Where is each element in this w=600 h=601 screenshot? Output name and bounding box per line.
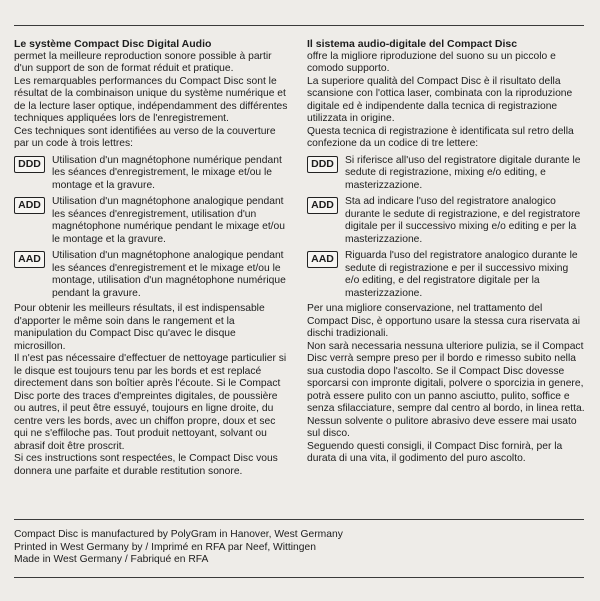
footer-printed-line: Printed in West Germany by / Imprimé en RFA par Neef, Wittingen xyxy=(14,541,316,553)
italian-code-aad xyxy=(307,250,585,300)
footer-divider xyxy=(14,519,584,520)
code-badge: ADD xyxy=(14,197,45,214)
footer-made-line: Made in West Germany / Fabriqué en RFA xyxy=(14,554,209,565)
code-description: Utilisation d'un magnétophone analogique pendant les séances d'enregistrement et le mixage et/ou le montage, utilisation d'un magnétophone numérique pendant la gravure. xyxy=(52,250,286,299)
french-paragraph-2: Les remarquables performances du Compact Disc sont le résultat de la combinaison unique du système numérique et de la lecture laser optique, indépendamment des différentes techniques appliquées lors de l'enregistrement. xyxy=(14,75,288,124)
code-badge: DDD xyxy=(14,156,45,173)
code-description: Sta ad indicare l'uso del registratore analogico durante le sedute di registrazione, e del registratore digitale per il successivo mixing e/o editing e per la masterizzazione. xyxy=(345,196,581,245)
italian-code-add xyxy=(307,196,585,246)
french-code-aad xyxy=(14,250,290,300)
french-paragraph-6: Si ces instructions sont respectées, le Compact Disc vous donnera une parfaite et durable restitution sonore. xyxy=(14,453,278,477)
french-paragraph-5: Il n'est pas nécessaire d'effectuer de nettoyage particulier si le disque est toujours tenu par les bords et est replacé directement dans son boîtier après l'écoute. Si le Compact Disc porte des traces d'empreintes digitales, de poussière ou autres, il peut être essuyé, toujours en ligne droite, du centre vers les bords, avec un chiffon propre, doux et sec qui ne s'effiloche pas. Tout produit nettoyant, solvant ou abrasif doit être proscrit. xyxy=(14,353,287,452)
italian-title: Il sistema audio-digitale del Compact Disc xyxy=(307,38,518,50)
code-description: Riguarda l'uso del registratore analogico durante le sedute di registrazione e per il successivo mixing e/o editing, e del registratore digitale per la masterizzazione. xyxy=(345,250,578,299)
italian-column xyxy=(307,38,585,466)
code-badge: ADD xyxy=(307,197,338,214)
italian-paragraph-2: La superiore qualità del Compact Disc è il risultato della scansione con l'ottica laser, combinata con la riproduzione digitale ed è indipendente dalla tecnica di registrazione utilizzata in origine. xyxy=(307,75,573,124)
footer xyxy=(14,529,584,567)
italian-paragraph-5: Non sarà necessaria nessuna ulteriore pulizia, se il Compact Disc verrà sempre preso per il bordo e rimesso subito nella sua custodia dopo l'ascolto. Se il Compact Disc dovesse sporcarsi con impronte digitali, polvere o sporcizia in genere, potrà essere pulito con un panno asciutto, pulito, soffice e senza sfilacciature, sempre dal centro al bordo, in linea retta. Nessun solvente o pulitore abrasivo deve essere mai usato sul disco. xyxy=(307,340,585,439)
french-intro: permet la meilleure reproduction sonore possible à partir d'un support de son de format réduit et pratique. xyxy=(14,50,272,74)
italian-paragraph-4: Per una migliore conservazione, nel trattamento del Compact Disc, è opportuno usare la stessa cura riservata ai dischi tradizionali. xyxy=(307,303,580,339)
italian-paragraph-3: Questa tecnica di registrazione è identificata sul retro della confezione da un codice di tre lettere: xyxy=(307,125,574,149)
code-description: Utilisation d'un magnétophone analogique pendant les séances d'enregistrement, utilisation d'un magnétophone numérique pendant le mixage et/ou le montage et la gravure. xyxy=(52,196,285,245)
french-paragraph-3: Ces techniques sont identifiées au verso de la couverture par un code à trois lettres: xyxy=(14,125,276,149)
italian-code-ddd xyxy=(307,155,585,193)
top-divider xyxy=(14,25,584,26)
italian-intro: offre la migliore riproduzione del suono su un piccolo e comodo supporto. xyxy=(307,50,556,74)
french-code-ddd xyxy=(14,155,290,193)
french-paragraph-4: Pour obtenir les meilleurs résultats, il est indispensable d'apporter le même soin dans le rangement et la manipulation du Compact Disc qu'avec le disque microsillon. xyxy=(14,303,265,352)
code-badge: DDD xyxy=(307,156,338,173)
footer-manufacturer-line: Compact Disc is manufactured by PolyGram in Hanover, West Germany xyxy=(14,529,343,540)
code-badge: AAD xyxy=(14,251,45,268)
french-code-add xyxy=(14,196,290,246)
code-description: Utilisation d'un magnétophone numérique pendant les séances d'enregistrement, le mixage et/ou le montage et la gravure. xyxy=(52,154,282,191)
french-column xyxy=(14,38,290,478)
bottom-divider xyxy=(14,577,584,578)
french-title: Le système Compact Disc Digital Audio xyxy=(14,38,212,50)
italian-paragraph-6: Seguendo questi consigli, il Compact Disc fornirà, per la durata di una vita, il godimento del puro ascolto. xyxy=(307,440,563,464)
code-description: Si riferisce all'uso del registratore digitale durante le sedute di registrazione, mixing e/o editing, e masterizzazione. xyxy=(345,154,581,191)
code-badge: AAD xyxy=(307,251,338,268)
